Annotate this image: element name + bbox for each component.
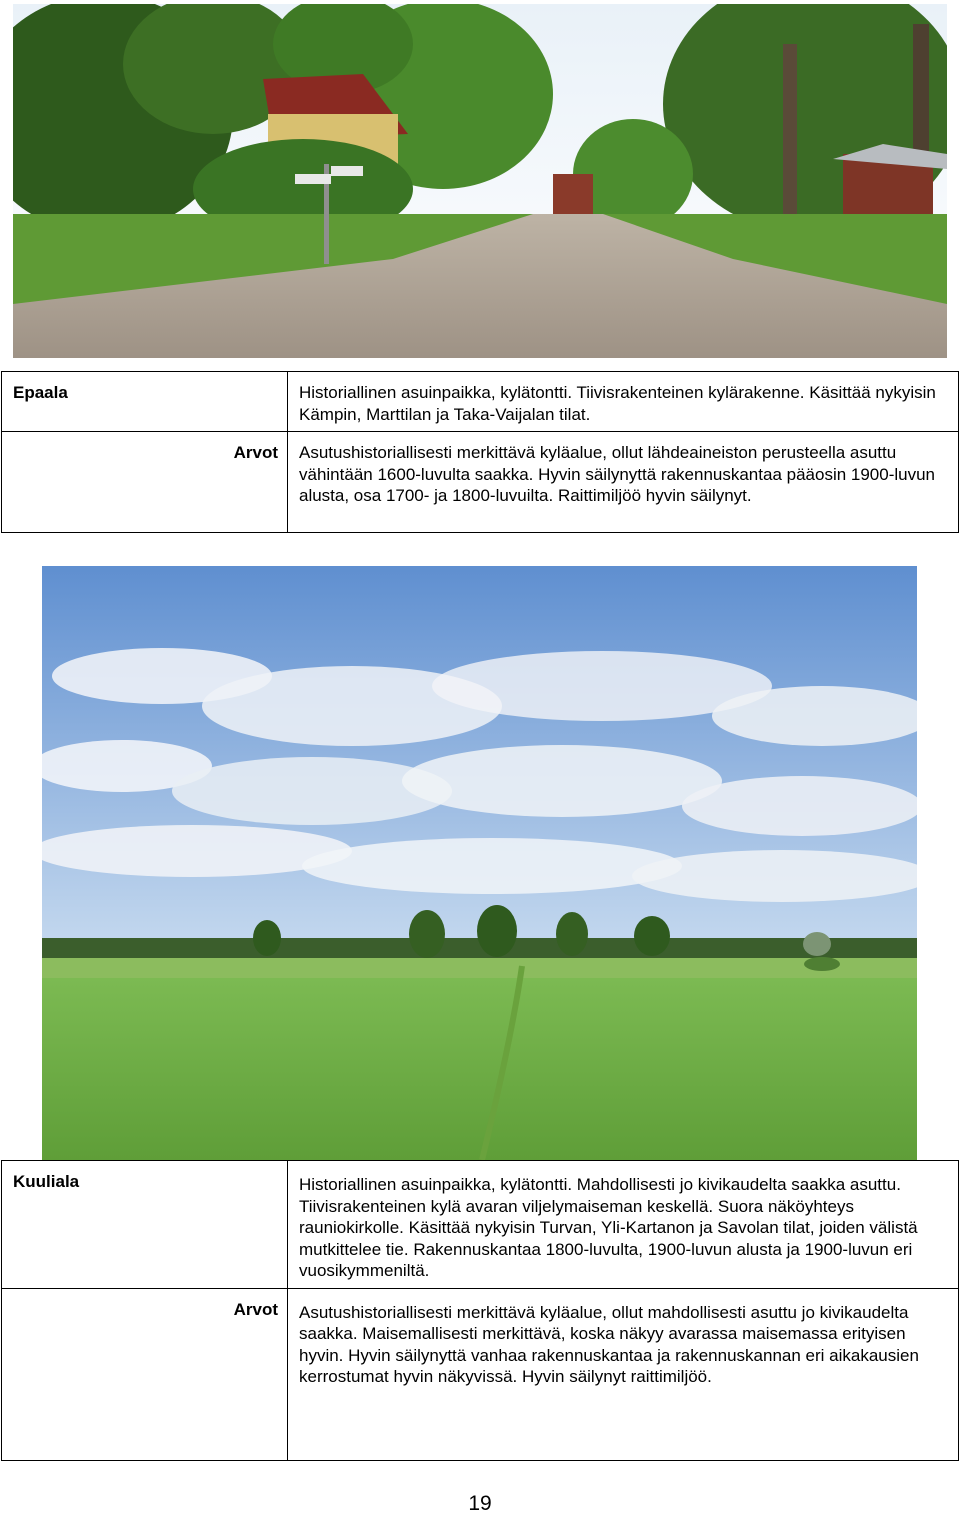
kuuliala-field-landscape-photo [42,566,917,1160]
village-description: Historiallinen asuinpaikka, kylätontti. Mahdollisesti jo kivikaudelta saakka asuttu. Tiivisrakenteinen kylä avaran viljelymaiseman keskellä. Suora näköyhteys rauniokirkolle. Käsittää nykyisin Turvan, Yli-Kartanon ja Savolan tilat, joiden välistä mutkittelee tie. Rakennuskantaa 1800-luvulta, 1900-luvun alusta ja 1900-luvun eri vuosikymmeniltä. [288,1161,959,1289]
page-number: 19 [468,1492,492,1515]
village-name: Epaala [2,372,288,432]
values-label: Arvot [2,1288,288,1460]
kuuliala-entry-table [1,1160,959,1461]
village-name: Kuuliala [2,1161,288,1289]
epaala-village-road-photo [13,4,947,358]
epaala-entry-table [1,371,959,533]
village-values: Asutushistoriallisesti merkittävä kyläalue, ollut lähdeaineiston perusteella asuttu vähintään 1600-luvulta saakka. Hyvin säilynyttä rakennuskantaa pääosin 1900-luvun alusta, osa 1700- ja 1800-luvuilta. Raittimiljöö hyvin säilynyt. [288,432,959,533]
village-values: Asutushistoriallisesti merkittävä kyläalue, ollut mahdollisesti asuttu jo kivikaudelta saakka. Maisemallisesti merkittävä, koska näkyy avarassa maisemassa erityisen hyvin. Hyvin säilynyttä vanhaa rakennuskantaa ja rakennuskannan eri aikakausien kerrostumat hyvin näkyvissä. Hyvin säilynyt raittimiljöö. [288,1288,959,1460]
village-description: Historiallinen asuinpaikka, kylätontti. Tiivisrakenteinen kylärakenne. Käsittää nykyisin Kämpin, Marttilan ja Taka-Vaijalan tilat. [288,372,959,432]
values-label: Arvot [2,432,288,533]
